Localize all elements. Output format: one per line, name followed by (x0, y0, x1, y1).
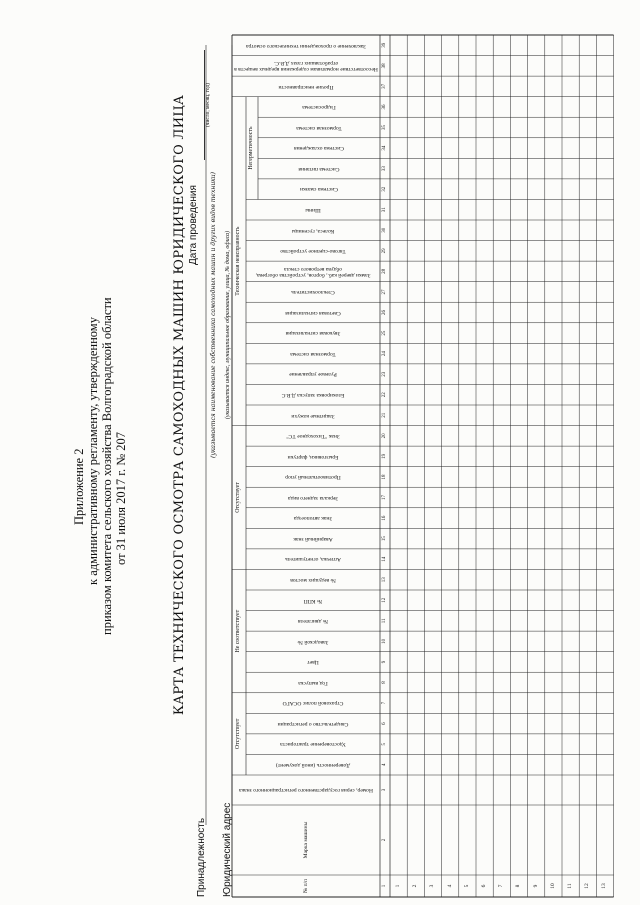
column-header-4: Доверенность (иной документ) (275, 761, 351, 768)
column-header-37: Прочие неисправности (278, 83, 334, 90)
column-header-5: Удостоверение тракториста (280, 741, 346, 748)
column-number-11: 11 (382, 618, 387, 624)
row-number-12: 12 (584, 883, 591, 889)
row-number-3: 3 (429, 884, 436, 888)
column-number-39: 39 (382, 42, 387, 48)
column-header-18: Противооткатный упор (285, 474, 341, 481)
column-number-6: 6 (382, 722, 387, 725)
column-header-14: Аптечка, огнетушитель (285, 556, 341, 563)
row-number-1: 1 (395, 884, 401, 888)
appendix-line-2: к административному регламенту, утвержденному (86, 317, 100, 585)
column-number-27: 27 (382, 289, 387, 295)
address-note: (указывается индекс, муниципальное образование, улица, № дома, офиса) (225, 230, 231, 420)
column-number-18: 18 (382, 474, 387, 480)
column-header-3: Номер, серия государственного регистрационного знака (239, 787, 373, 794)
column-header-25: Звуковая сигнализация (285, 330, 341, 337)
column-number-36: 36 (382, 104, 387, 110)
date-hint: (число, месяц, год) (204, 50, 211, 160)
row-number-8: 8 (515, 884, 522, 888)
column-header-6: Свидетельство о регистрации (277, 720, 349, 727)
column-header-11: № двигателя (297, 618, 329, 625)
row-number-10: 10 (549, 883, 556, 889)
column-header-23: Рулевое управление (289, 371, 337, 378)
group-header-malfunction: Техническая неисправность (235, 226, 241, 296)
row-number-9: 9 (532, 884, 539, 888)
column-header-38: Несоответствие нормативам содержания вредных веществ в отработавших газах Д.В.С. (234, 59, 378, 73)
column-header-21: Защитные кожухи (291, 412, 335, 419)
group-header-not-match: Не соответствует (235, 609, 241, 653)
column-header-1: № п/п (302, 878, 309, 894)
column-number-1: 1 (382, 884, 387, 888)
column-header-20: Знак "Тихоходное ТС" (286, 433, 340, 440)
column-header-32: Система смазки (300, 186, 338, 193)
row-number-5: 5 (463, 884, 470, 888)
column-header-29: Тягово-сцепное устройство (280, 248, 346, 255)
form-title: КАРТА ТЕХНИЧЕСКОГО ОСМОТРА САМОХОДНЫХ МАШИН ЮРИДИЧЕСКОГО ЛИЦА (172, 94, 187, 716)
column-header-39: Заключение о прохождении технического осмотра (246, 42, 366, 49)
owner-note: (указывается наименование собственника самоходных машин и других видов техники) (210, 172, 217, 458)
appendix-line-3: приказом комитета сельского хозяйства Волгоградской области (100, 297, 114, 635)
column-header-33: Система питания (298, 165, 340, 172)
column-header-34: Система охлаждения (294, 145, 344, 152)
column-header-10: Заводской № (297, 638, 329, 645)
column-number-13: 13 (382, 577, 387, 583)
column-number-28: 28 (382, 268, 387, 274)
column-header-12: № КПП (303, 597, 323, 604)
column-number-38: 38 (382, 63, 387, 69)
column-header-28: Замки дверей каб., бортов, устройства обогрева, обдува ветрового стекла (255, 265, 371, 278)
date-label: Дата проведения (188, 185, 199, 265)
column-header-9: Цвет (307, 659, 319, 666)
column-number-25: 25 (382, 330, 387, 336)
group-header-absent-2: Отсутствует (235, 482, 241, 513)
column-header-31: Шины (305, 206, 321, 213)
column-header-8: Год выпуска (298, 679, 328, 686)
column-number-2: 2 (382, 838, 387, 842)
column-header-26: Световая сигнализация (285, 309, 341, 316)
column-header-30: Колеса, гусеницы (291, 227, 335, 234)
column-number-17: 17 (382, 495, 387, 501)
column-header-27: Стеклоочиститель (291, 289, 335, 296)
column-header-13: № ведущих мостов (290, 576, 336, 583)
column-number-19: 19 (382, 453, 387, 459)
column-number-14: 14 (382, 556, 387, 562)
column-number-21: 21 (382, 412, 387, 418)
appendix-line-1: Приложение 2 (72, 448, 86, 525)
column-number-16: 16 (382, 515, 387, 521)
column-header-36: Гидросистема (302, 104, 336, 111)
row-number-13: 13 (601, 883, 608, 889)
column-number-9: 9 (382, 660, 387, 664)
column-header-2: Марка машины (302, 821, 309, 859)
column-number-8: 8 (382, 681, 387, 684)
column-number-35: 35 (382, 125, 387, 131)
column-number-32: 32 (382, 186, 387, 192)
column-header-7: Страховой полис ОСАГО (282, 700, 344, 707)
column-number-12: 12 (382, 597, 387, 603)
column-header-16: Знак автопоезда (293, 515, 333, 522)
column-header-22: Блокировка запуска Д.В.С (281, 391, 345, 398)
column-number-20: 20 (382, 433, 387, 439)
column-number-29: 29 (382, 248, 387, 254)
column-header-17: Зеркала заднего вида (287, 494, 339, 501)
column-number-34: 34 (382, 145, 387, 151)
column-number-33: 33 (382, 166, 387, 172)
column-header-35: Тормозная система (296, 124, 342, 131)
owner-label: Принадлежность (196, 817, 207, 897)
column-number-10: 10 (382, 638, 387, 644)
address-label: Юридический адрес (222, 802, 233, 897)
column-number-31: 31 (382, 207, 387, 213)
row-number-7: 7 (498, 884, 505, 888)
row-number-11: 11 (567, 883, 573, 889)
row-number-6: 6 (481, 884, 487, 888)
column-number-22: 22 (382, 392, 387, 398)
column-number-7: 7 (382, 701, 387, 705)
column-number-37: 37 (382, 83, 387, 89)
row-number-2: 2 (412, 884, 419, 888)
group-header-leaks: Негерметичность (248, 126, 254, 170)
row-number-4: 4 (446, 884, 453, 888)
column-header-24: Тормозная система (290, 350, 336, 357)
column-number-5: 5 (382, 742, 387, 746)
column-number-15: 15 (382, 536, 387, 542)
column-header-19: Брызговики, фартуки (287, 453, 339, 460)
column-number-26: 26 (382, 310, 387, 316)
column-header-15: Аварийный знак (293, 535, 333, 542)
column-number-4: 4 (382, 763, 387, 766)
appendix-line-4: от 31 июля 2017 г. № 207 (114, 431, 128, 565)
column-number-24: 24 (382, 351, 387, 357)
column-number-23: 23 (382, 371, 387, 377)
column-number-3: 3 (382, 788, 387, 792)
column-number-30: 30 (382, 227, 387, 233)
group-header-absent-1: Отсутствует (235, 718, 241, 750)
